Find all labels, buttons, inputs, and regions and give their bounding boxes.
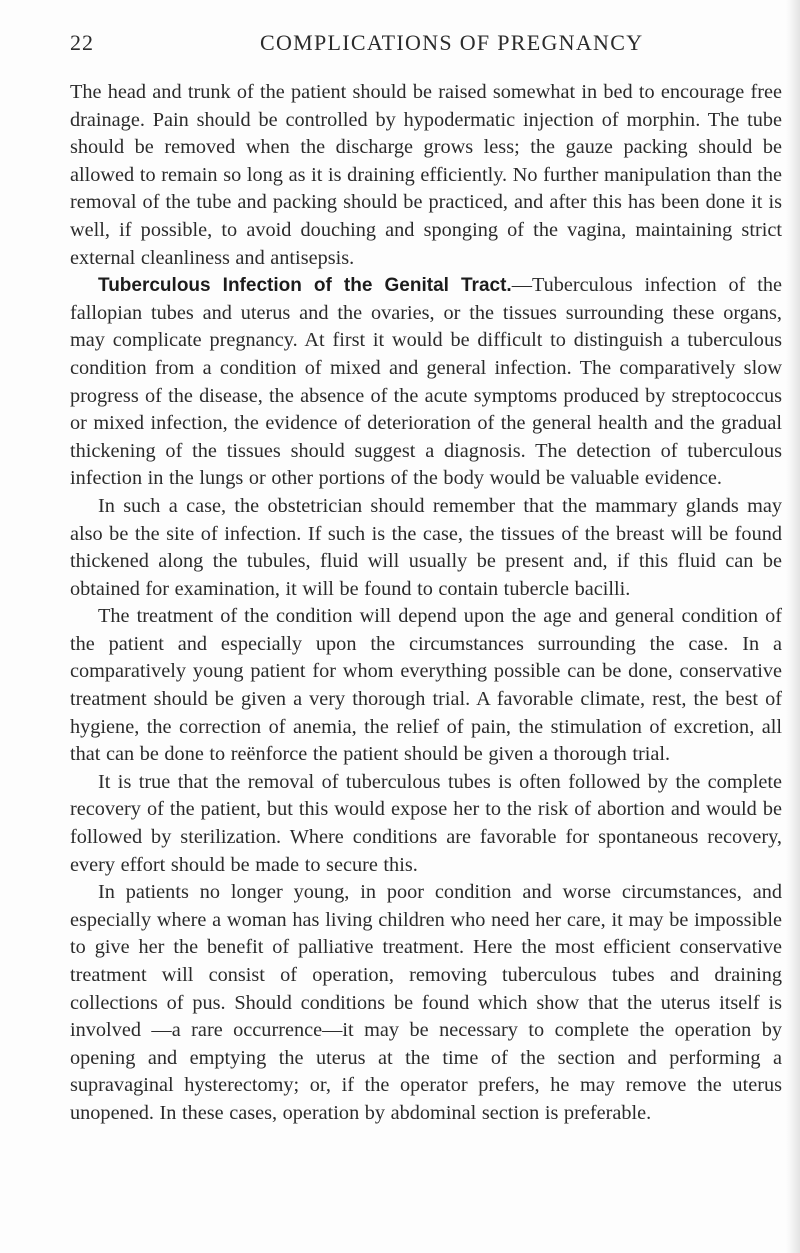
paragraph-tuberculous-infection [70, 272, 782, 493]
paragraph-mammary-glands: In such a case, the obstetrician should remember that the mammary glands may also be the site of infection. If such is the case, the tissues of the breast will be found thickened along the tubules, fluid will usually be present and, if this fluid can be obtained for examination, it will be found to contain tubercle bacilli. [70, 494, 782, 600]
page-edge-shadow [786, 0, 800, 1253]
paragraph-older-patients: In patients no longer young, in poor condition and worse circumstances, and especially where a woman has living children who need her care, it may be impossible to give her the benefit of palliative treatment. Here the most efficient conservative treatment will consist of operation, removing tuberculous tubes and draining collections of pus. Should conditions be found which show that the uterus itself is involved —a rare occurrence—it may be necessary to complete the operation by opening and emptying the uterus at the time of the section and performing a supravaginal hysterectomy; or, if the operator prefers, he may remove the uterus unopened. In these cases, operation by abdominal section is preferable. [70, 881, 782, 1124]
paragraph-tuberculous-infection-text: —Tuberculous infection of the fallopian tubes and uterus and the ovaries, or the tissues surrounding these organs, may complicate pregnancy. At first it would be difficult to distinguish a tuberculous condition from a condition of mixed and general infection. The comparatively slow progress of the disease, the absence of the acute symptoms produced by streptococcus or mixed infection, the evidence of deterioration of the general health and the gradual thickening of the tissues should suggest a diagnosis. The detection of tuberculous infection in the lungs or other portions of the body would be valuable evidence. [70, 274, 782, 490]
paragraph-treatment: The treatment of the condition will depend upon the age and general condition of the patient and especially upon the circumstances surrounding the case. In a comparatively young patient for whom everything possible can be done, conservative treatment should be given a very thorough trial. A favorable climate, rest, the best of hygiene, the correction of anemia, the relief of pain, the stimulation of excretion, all that can be done to reënforce the patient should be given a thorough trial. [70, 605, 782, 766]
paragraph-removal-of-tubes: It is true that the removal of tuberculous tubes is often followed by the complete recovery of the patient, but this would expose her to the risk of abortion and would be followed by sterilization. Where conditions are favorable for spontaneous recovery, every effort should be made to secure this. [70, 770, 782, 876]
paragraph-drainage: The head and trunk of the patient should be raised somewhat in bed to encourage free drainage. Pain should be controlled by hypodermatic injection of morphin. The tube should be removed when the discharge grows less; the gauze packing should be allowed to remain so long as it is draining efficiently. No further manipulation than the removal of the tube and packing should be practiced, and after this has been done it is well, if possible, to avoid douching and sponging of the vagina, maintaining strict external cleanliness and antisepsis. [70, 81, 782, 269]
section-heading: Tuberculous Infection of the Genital Tract. [98, 275, 512, 297]
running-head: COMPLICATIONS OF PREGNANCY [260, 30, 644, 55]
page-number: 22 [70, 30, 94, 55]
page-header [70, 30, 780, 60]
body-text [70, 79, 782, 1128]
